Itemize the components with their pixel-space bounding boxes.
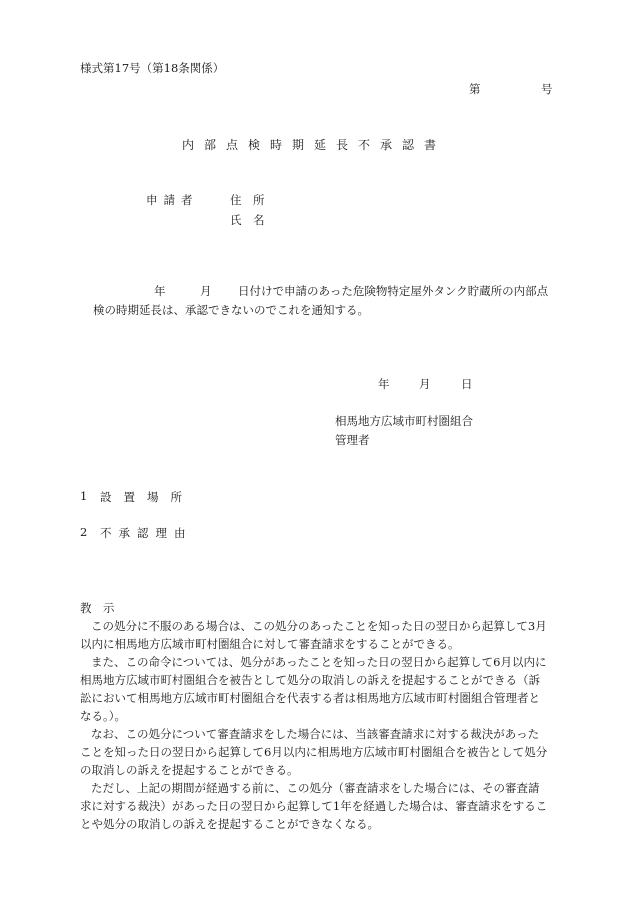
date-day: 日 <box>461 377 473 391</box>
section-2-label: 不承認理由 <box>100 526 193 540</box>
address-label: 住 所 <box>230 193 265 207</box>
kyoji-body <box>80 617 550 833</box>
notice-year: 年 <box>154 284 166 298</box>
kyoji-paragraph: また、この命令については、処分があったことを知った日の翌日から起算して6月以内に相馬地方広域市町村圏組合を被告として処分の取消しの訴えを提起することができる（訴訟において相馬地方広域市町村圏組合を代表する者は相馬地方広域市町村圏組合管理者となる。）。 <box>80 655 547 723</box>
number-prefix: 第 <box>469 82 481 96</box>
kyoji-paragraph: ただし、上記の期間が経過する前に、この処分（審査請求をした場合には、その審査請求に対する裁決）があった日の翌日から起算して1年を経過した場合は、審査請求をすることや処分の取消しの訴えを提起することができなくなる。 <box>80 781 548 831</box>
section-2-number: 2 <box>80 525 88 539</box>
section-1-number: 1 <box>80 489 88 503</box>
issuer-org: 相馬地方広域市町村圏組合 <box>335 414 473 428</box>
kyoji-paragraph: この処分に不服のある場合は、この処分のあったことを知った日の翌日から起算して3月以内に相馬地方広域市町村圏組合に対して審査請求をすることができる。 <box>80 619 547 651</box>
name-label: 氏 名 <box>230 213 265 227</box>
kyoji-heading: 教 示 <box>80 601 115 615</box>
kyoji-paragraph: なお、この処分について審査請求をした場合には、当該審査請求に対する裁決があったことを知った日の翌日から起算して6月以内に相馬地方広域市町村圏組合を被告として処分の取消しの訴えを提起することができる。 <box>80 727 548 777</box>
date-year: 年 <box>378 377 390 391</box>
section-1-label: 設置場所 <box>100 490 194 504</box>
notice-month: 月 <box>200 284 212 298</box>
document-title: 内部点検時期延長不承認書 <box>182 138 447 152</box>
number-suffix: 号 <box>541 82 553 96</box>
issuer-title: 管理者 <box>335 433 370 447</box>
date-month: 月 <box>419 377 431 391</box>
applicant-label: 申請者 <box>146 193 199 207</box>
notice-body-line2: 検の時期延長は、承認できないのでこれを通知する。 <box>93 303 369 317</box>
form-label: 様式第17号（第18条関係） <box>80 61 225 75</box>
notice-body-line1: 日付けで申請のあった危険物特定屋外タンク貯蔵所の内部点 <box>238 284 549 298</box>
